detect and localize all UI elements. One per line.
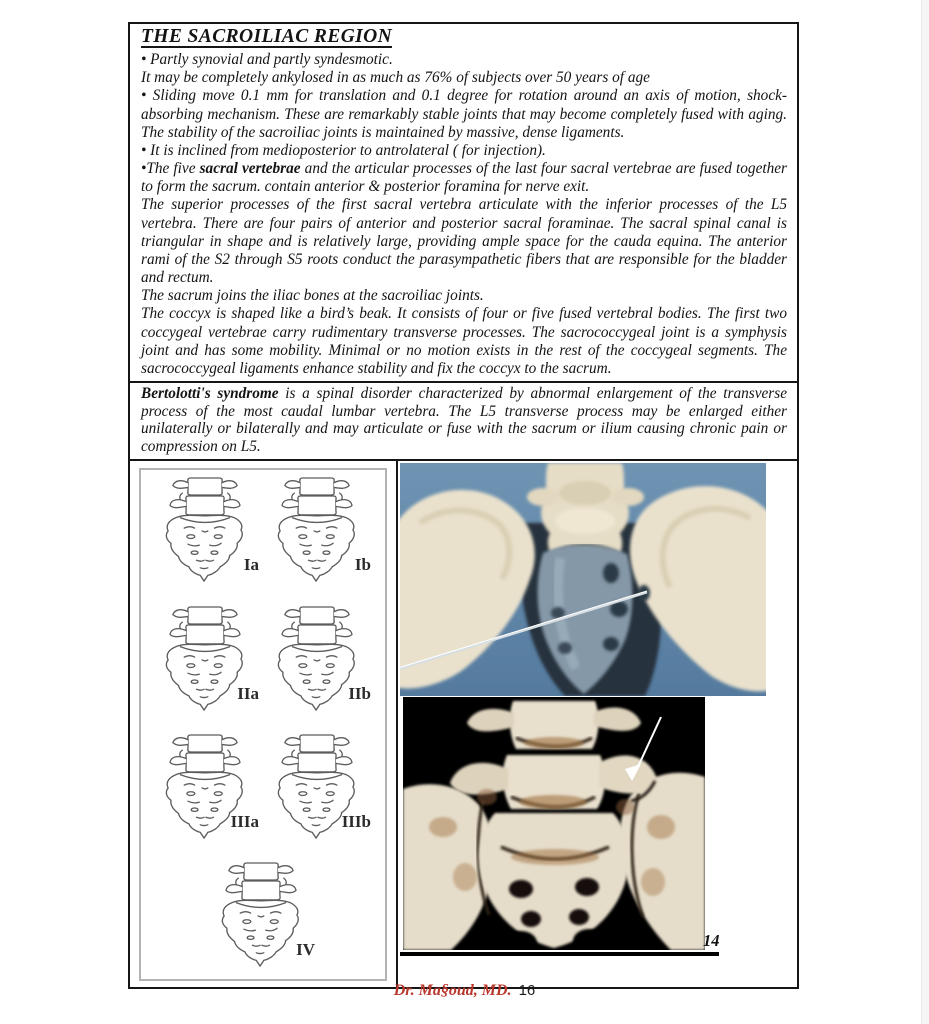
sacrum-type-label: Ia [243,555,259,575]
sacrum-drawing-IIb [265,602,373,720]
castellvi-row-3 [145,730,381,848]
sacrum-type-label: IIIa [230,812,259,831]
section-title: THE SACROILIAC REGION [141,26,393,47]
photo-figure-cell [398,461,797,987]
sacrum-type-label: IIIb [341,812,371,831]
figure-number: 14 [703,931,720,951]
sacrum-line-art-icon [265,473,369,587]
sacrum-drawing-IIa [153,602,261,720]
sacrum-type-label: Ib [354,555,371,575]
sacrum-type-label: IV [296,940,315,960]
sacrum-type-label: IIa [237,683,259,703]
sacrum-drawing-IV [209,858,317,976]
sacrum-type-label: IIb [348,683,371,703]
footer-page-number: 16 [518,982,536,999]
paragraph-five-pre: •The five [141,160,200,178]
paragraph-five-sacral [141,160,787,196]
ct-bertolotti-image [403,697,705,950]
bertolotti-bold: Bertolotti's syndrome [141,384,279,402]
paragraph-sliding: • Sliding move 0.1 mm for translation and 0.1 degree for rotation around an axis of motion, shock- absorbing mechanism. These are remarkably stable joints that may become completely fused with aging. The stability of the sacroiliac joints is maintained by massive, dense ligaments. [141,87,787,141]
figure-underline [400,952,719,956]
castellvi-row-1 [145,473,381,591]
paragraph-synovial: • Partly synovial and partly syndesmotic. [141,51,393,69]
page-footer [0,982,929,1000]
castellvi-row-4 [145,858,381,976]
sacrum-drawing-Ib [265,473,373,591]
bertolotti-text: is a spinal disorder characterized by abnormal enlargement of the transverse process of the most caudal lumbar vertebra. The L5 transverse process may be enlarged either unilaterally or bilaterally and may articulate or fuse with the sacrum or ilium causing chronic pain or compression on L5. [141,384,787,455]
paragraph-superior-processes: The superior processes of the first sacral vertebra articulate with the inferior processes of the L5 vertebra. There are four pairs of anterior and posterior sacral foraminae. The sacral spinal canal is triangular in shape and is relatively large, providing ample space for the cauda equina. The anterior rami of the S2 through S5 roots conduct the parasympathetic fibers that are responsible for the bladder and rectum. [141,196,787,287]
sacrum-line-art-icon [153,473,257,587]
paragraph-five-post: and the articular processes of the last four sacral vertebrae are fused together to form the sacrum. contain anterior & posterior foramina for nerve exit. [141,160,787,196]
sacrum-drawing-IIIa [153,730,261,848]
content-table [128,22,799,989]
paragraph-coccyx: The coccyx is shaped like a bird’s beak. It consists of four or five fused vertebral bodies. The first two coccygeal vertebrae carry rudimentary transverse processes. The sacrococcygeal joint is a symphysis joint and has some mobility. Minimal or no motion exists in the rest of the coccygeal segments. The sacrococcygeal ligaments enhance stability and fix the coccyx to the sacrum. [141,305,787,377]
sacral-vertebrae-bold: sacral vertebrae [199,160,301,178]
sacroiliac-section [130,24,797,381]
figure-row [130,459,797,987]
castellvi-row-2 [145,602,381,720]
sacrum-drawing-IIIb [265,730,373,848]
paragraph-inclined: • It is inclined from medioposterior to antrolateral ( for injection). [141,141,546,159]
castellvi-figure-cell [130,461,398,987]
bertolotti-section [130,381,797,459]
paragraph-sacrum-joins: The sacrum joins the iliac bones at the sacroiliac joints. [141,287,484,305]
castellvi-figure-panel [139,468,387,981]
footer-author: Dr. Ma§oud, MD. [393,982,512,999]
sacrum-drawing-Ia [153,473,261,591]
pelvis-needle-image [400,463,766,696]
page-edge-strip [921,0,929,1024]
paragraph-ankylosed: It may be completely ankylosed in as much as 76% of subjects over 50 years of age [141,69,650,87]
